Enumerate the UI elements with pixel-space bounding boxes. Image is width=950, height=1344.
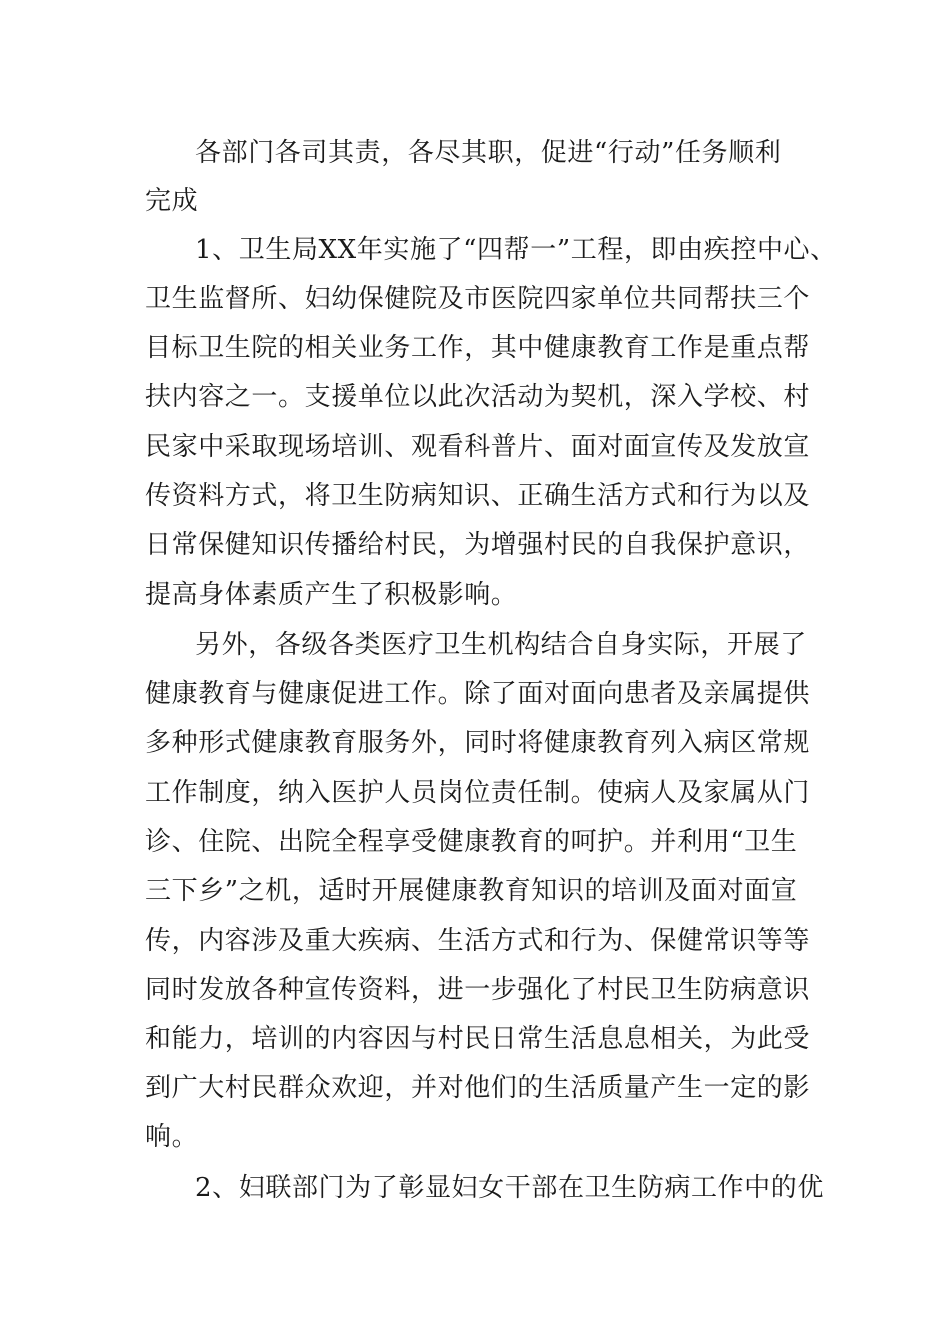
text-line: 卫生监督所、妇幼保健院及市医院四家单位共同帮扶三个 [145,284,811,314]
text-line: 提高身体素质产生了积极影响。 [145,580,518,610]
text-line: 同时发放各种宣传资料，进一步强化了村民卫生防病意识 [145,975,811,1005]
text-line: 健康教育与健康促进工作。除了面对面向患者及亲属提供 [145,679,811,709]
text-line: 传，内容涉及重大疾病、生活方式和行为、保健常识等等 [145,926,811,956]
text-line: 多种形式健康教育服务外，同时将健康教育列入病区常规 [145,728,811,758]
text-line: 工作制度，纳入医护人员岗位责任制。使病人及家属从门 [145,778,811,808]
text-line: 三下乡”之机，适时开展健康教育知识的培训及面对面宣 [145,876,798,906]
text-line: 响。 [145,1122,199,1152]
text-line: 另外，各级各类医疗卫生机构结合自身实际，开展了 [195,630,807,660]
text-line: 扶内容之一。支援单位以此次活动为契机，深入学校、村 [145,382,811,412]
text-line: 到广大村民群众欢迎，并对他们的生活质量产生一定的影 [145,1073,811,1103]
text-line: 目标卫生院的相关业务工作，其中健康教育工作是重点帮 [145,333,811,363]
text-line: 1、卫生局XX年实施了“四帮一”工程，即由疾控中心、 [195,235,837,265]
text-line: 和能力，培训的内容因与村民日常生活息息相关，为此受 [145,1024,811,1054]
text-line: 民家中采取现场培训、观看科普片、面对面宣传及发放宣 [145,432,811,462]
text-line: 完成 [145,186,199,216]
text-line: 2、妇联部门为了彰显妇女干部在卫生防病工作中的优 [195,1173,824,1203]
text-line: 各部门各司其责，各尽其职，促进“行动”任务顺利 [195,138,782,168]
text-line: 传资料方式，将卫生防病知识、正确生活方式和行为以及 [145,481,811,511]
text-line: 日常保健知识传播给村民，为增强村民的自我保护意识， [145,530,811,560]
text-line: 诊、住院、出院全程享受健康教育的呵护。并利用“卫生 [145,827,798,857]
